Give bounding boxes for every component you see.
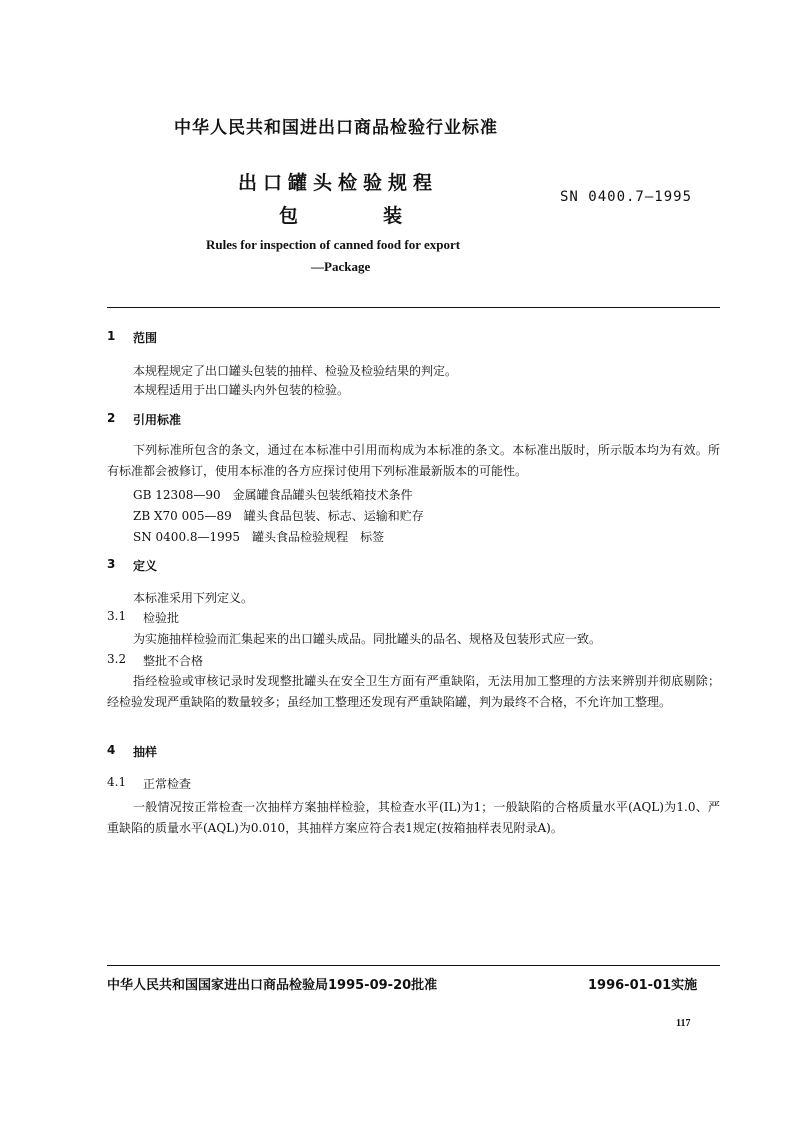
- page-number: 117: [676, 1018, 691, 1029]
- english-title-line2: —Package: [311, 259, 371, 274]
- section-4-title: 抽样: [133, 745, 158, 759]
- section-2-number: 2: [107, 411, 116, 425]
- issuing-body-heading: 中华人民共和国进出口商品检验行业标准: [174, 118, 498, 138]
- subsection-3-1-number: 3.1: [107, 609, 127, 623]
- reference-standard-1: GB 12308—90 金属罐食品罐头包装纸箱技术条件: [133, 488, 413, 502]
- english-title-line1: Rules for inspection of canned food for export: [206, 237, 461, 252]
- subsection-4-1-title: 正常检查: [143, 777, 192, 791]
- reference-standard-3: SN 0400.8—1995 罐头食品检验规程 标签: [133, 530, 385, 544]
- section-3-paragraph-1: 本标准采用下列定义。: [133, 591, 254, 605]
- document-title-line2-char2: 装: [383, 205, 403, 227]
- header-divider: [107, 307, 720, 308]
- subsection-4-1-number: 4.1: [107, 775, 127, 789]
- section-2-paragraph-1: 下列标准所包含的条文，通过在本标准中引用而构成为本标准的条文。本标准出版时，所示版本均为有效。所有标准都会被修订，使用本标准的各方应探讨使用下列标准最新版本的可能性。: [107, 443, 720, 478]
- subsection-3-1-text: 为实施抽样检验而汇集起来的出口罐头成品。同批罐头的品名、规格及包装形式应一致。: [133, 632, 602, 646]
- implementation-date: 1996-01-01实施: [588, 978, 698, 993]
- subsection-3-2-number: 3.2: [107, 652, 127, 666]
- section-1-paragraph-1: 本规程规定了出口罐头包装的抽样、检验及检验结果的判定。: [133, 364, 458, 378]
- section-1-title: 范围: [133, 331, 158, 345]
- section-2-title: 引用标准: [133, 413, 182, 427]
- subsection-3-2-title: 整批不合格: [143, 654, 204, 668]
- section-3-title: 定义: [133, 559, 158, 573]
- subsection-4-1-text: 一般情况按正常检查一次抽样方案抽样检验，其检查水平(IL)为1；一般缺陷的合格质量水平(AQL)为1.0、严重缺陷的质量水平(AQL)为0.010，其抽样方案应符合表1规定(按箱抽样表见附录A)。: [107, 800, 720, 835]
- document-title-line1: 出口罐头检验规程: [238, 172, 439, 194]
- reference-standard-2: ZB X70 005—89 罐头食品包装、标志、运输和贮存: [133, 509, 424, 523]
- approval-statement: 中华人民共和国国家进出口商品检验局1995-09-20批准: [107, 978, 438, 993]
- footer-divider: [107, 965, 720, 966]
- document-title-line2-char1: 包: [279, 205, 299, 227]
- subsection-3-1-title: 检验批: [143, 611, 180, 625]
- standard-number: SN 0400.7—1995: [560, 189, 693, 205]
- section-3-number: 3: [107, 557, 116, 571]
- section-1-number: 1: [107, 329, 116, 343]
- subsection-3-2-text: 指经检验或审核记录时发现整批罐头在安全卫生方面有严重缺陷，无法用加工整理的方法来辨别并彻底剔除；经检验发现严重缺陷的数量较多；虽经加工整理还发现有严重缺陷罐，判为最终不合格，不允许加工整理。: [107, 674, 720, 709]
- section-4-number: 4: [107, 743, 116, 757]
- section-1-paragraph-2: 本规程适用于出口罐头内外包装的检验。: [133, 383, 350, 397]
